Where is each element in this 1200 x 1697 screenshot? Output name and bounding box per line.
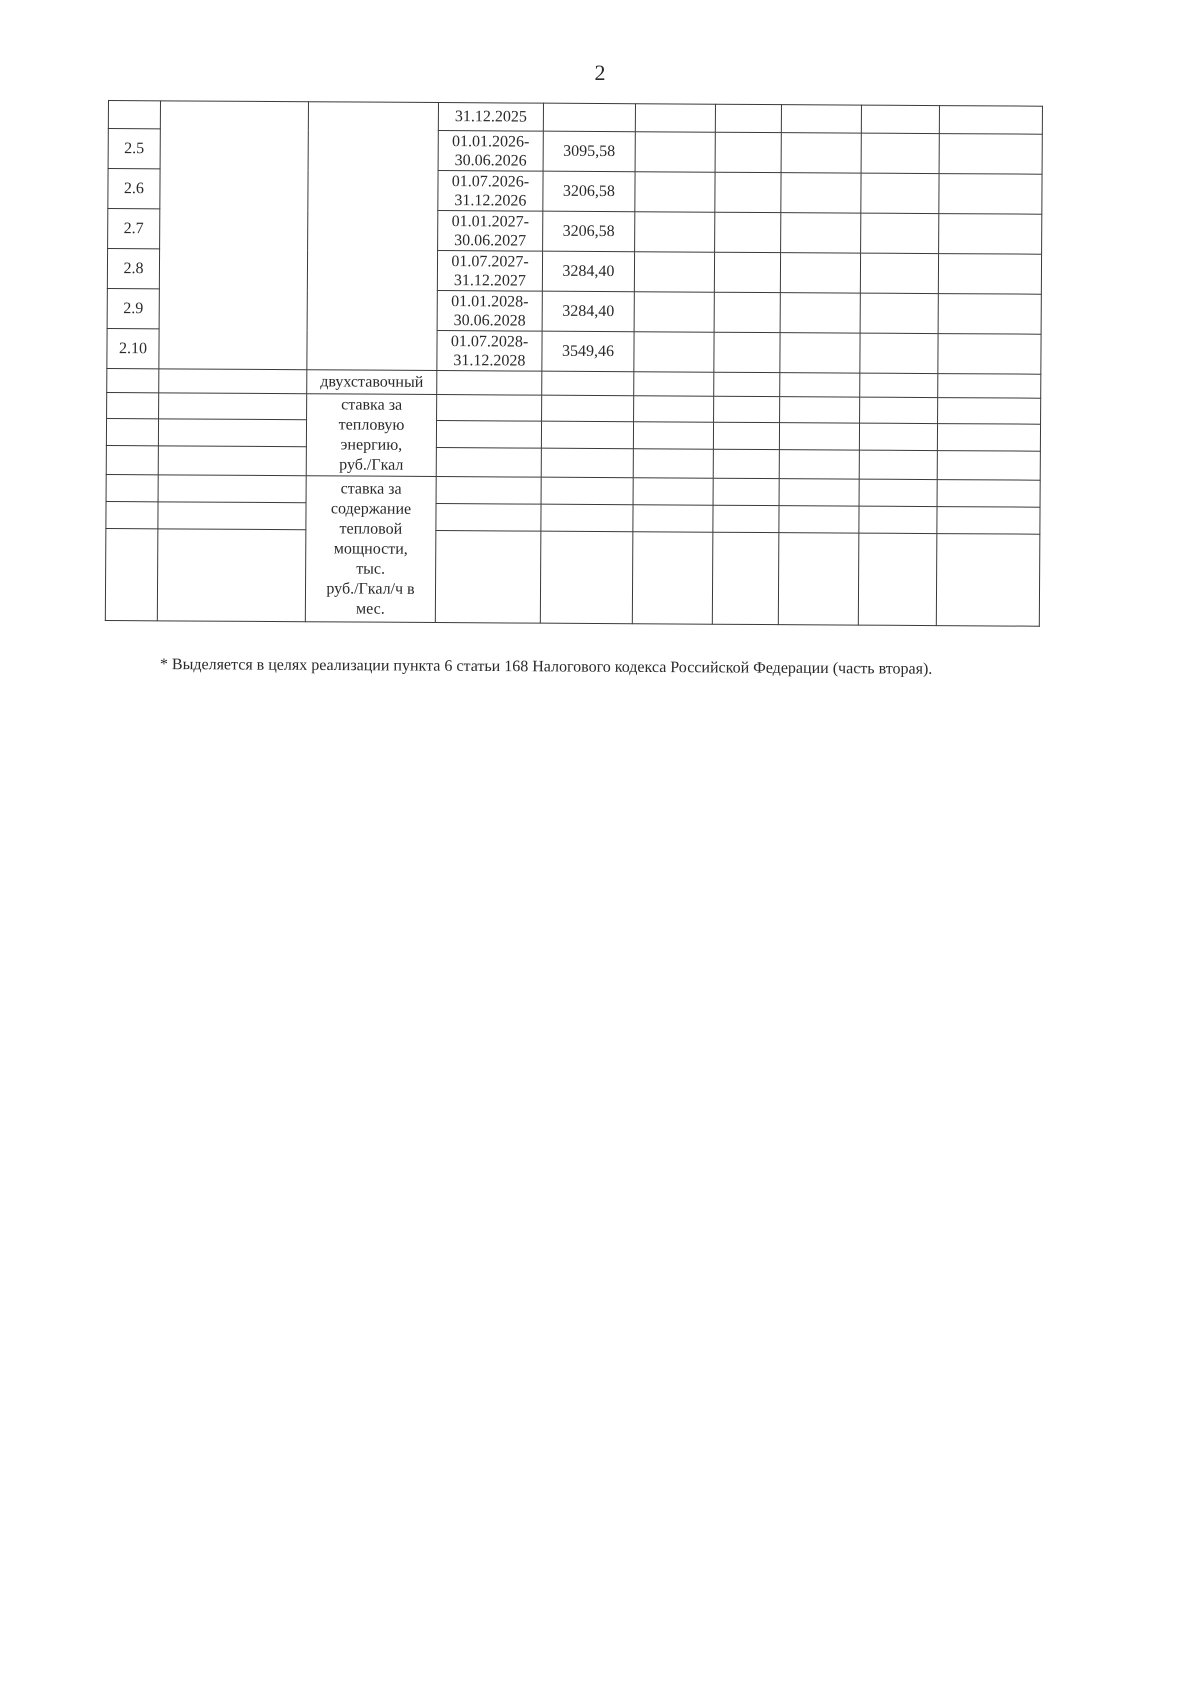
table-row: [105, 528, 1040, 626]
energy-rate-label: ставка за тепловую энергию, руб./Гкал: [306, 394, 436, 477]
index-cell: 2.7: [108, 209, 160, 249]
period-cell: 01.07.2027- 31.12.2027: [437, 251, 542, 292]
period-cell: 01.01.2027- 30.06.2027: [438, 211, 543, 252]
index-cell: 2.8: [107, 249, 159, 289]
period-cell: 01.01.2028- 30.06.2028: [437, 291, 542, 332]
name-cell: [159, 101, 309, 370]
table-row: [108, 101, 1042, 135]
index-cell: 2.10: [107, 328, 159, 368]
value-cell: 3095,58: [543, 131, 635, 172]
period-cell: 01.01.2026- 30.06.2026: [438, 131, 543, 172]
period-cell: 31.12.2025: [438, 103, 543, 132]
index-cell: [108, 101, 160, 129]
value-cell: 3549,46: [542, 331, 634, 372]
value-cell: 3284,40: [542, 251, 634, 292]
value-cell: 3284,40: [542, 291, 634, 332]
two-part-tariff-label: двухставочный: [307, 370, 437, 395]
period-cell: 01.07.2028- 31.12.2028: [437, 331, 542, 372]
tariff-table: [105, 100, 1043, 627]
capacity-rate-label: ставка за содержание тепловой мощности, тыс. руб./Гкал/ч в мес.: [305, 476, 436, 623]
value-cell: [543, 103, 635, 132]
value-cell: 3206,58: [543, 211, 635, 252]
footnote: * Выделяется в целях реализации пункта 6 статьи 168 Налогового кодекса Российской Федерации (часть вторая).: [159, 656, 933, 678]
index-cell: 2.5: [108, 129, 160, 169]
index-cell: 2.6: [108, 169, 160, 209]
tariff-type-cell: [307, 102, 439, 371]
page-number: 2: [594, 60, 606, 85]
period-cell: 01.07.2026- 31.12.2026: [438, 171, 543, 212]
index-cell: 2.9: [107, 288, 159, 328]
value-cell: 3206,58: [543, 171, 635, 212]
